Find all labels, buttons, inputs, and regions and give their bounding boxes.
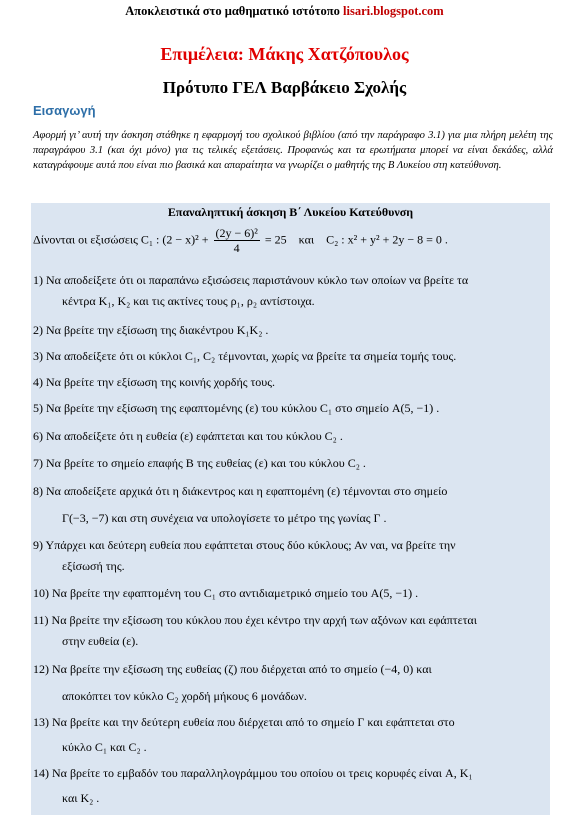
- site-link[interactable]: lisari.blogspot.com: [343, 4, 444, 18]
- question-2: [33, 320, 548, 341]
- question-line: 13) Να βρείτε και την δεύτερη ευθεία που διέρχεται από το σημείο Γ και εφάπτεται στο: [33, 715, 455, 729]
- given-prefix: Δίνονται οι εξισώσεις: [33, 232, 138, 247]
- question-7: [33, 453, 548, 474]
- question-line-continued: αποκόπτει τον κύκλο C₂ χορδή μήκους 6 μονάδων.: [62, 689, 307, 703]
- question-line-continued: και K₂ .: [62, 791, 100, 805]
- c1-fraction: [214, 226, 260, 255]
- circle-c1-right: = 25: [264, 232, 287, 247]
- c1-fraction-denominator: 4: [233, 241, 240, 255]
- question-line: 9) Υπάρχει και δεύτερη ευθεία που εφάπτεται στους δύο κύκλους; Αν ναι, να βρείτε την: [33, 538, 456, 552]
- school-title: Πρότυπο ΓΕΛ Βαρβάκειο Σχολής: [162, 78, 407, 97]
- question-13: [33, 712, 548, 758]
- question-6: [33, 426, 548, 447]
- intro-paragraph: Αφορμή γι’ αυτή την άσκηση στάθηκε η εφαρμογή του σχολικού βιβλίου (από την παράγραφο 3.1) για μια πλήρη μελέτη της παραγράφου 3.1 (και όχι μόνο) για τις τελικές εξετάσεις. Προφανώς και τα ερωτήματα μπορεί να είναι δεκάδες, αλλά καταγράφουμε αυτά που είναι πιο βασικά και απαραίτητα να γνωρίζει ο μαθητής της Β Λυκείου στη κατεύθυνση.: [33, 130, 553, 171]
- question-line: 2) Να βρείτε την εξίσωση της διακέντρου K₁K₂ .: [33, 323, 269, 337]
- question-5: [33, 398, 548, 419]
- exercise-title: Επαναληπτική άσκηση Β΄ Λυκείου Κατεύθυνση: [167, 205, 414, 219]
- given-equations: [33, 226, 548, 255]
- question-4: [33, 372, 548, 393]
- question-line-continued: κέντρα K₁, K₂ και τις ακτίνες τους ρ₁, ρ₂ αντίστοιχα.: [62, 294, 315, 308]
- question-12: [33, 659, 548, 707]
- question-line: 10) Να βρείτε την εφαπτομένη του C₁ στο αντιδιαμετρικό σημείο του A(5, −1) .: [33, 586, 419, 600]
- question-3: [33, 346, 548, 367]
- circle-c1-left: C₁ : (2 − x)² +: [140, 232, 209, 247]
- question-line: 3) Να αποδείξετε ότι οι κύκλοι C₁, C₂ τέμνονται, χωρίς να βρείτε τα σημεία τομής τους.: [33, 349, 457, 363]
- c1-fraction-numerator: (2y − 6)²: [215, 226, 258, 240]
- conjunction: και: [298, 232, 315, 247]
- question-line-continued: εξίσωσή της.: [62, 559, 125, 573]
- question-11: [33, 610, 548, 652]
- banner-prefix: Αποκλειστικά στο μαθηματικό ιστότοπο: [125, 4, 344, 18]
- question-line: 12) Να βρείτε την εξίσωση της ευθείας (ζ) που διέρχεται από το σημείο (−4, 0) και: [33, 662, 432, 676]
- question-8: [33, 481, 548, 529]
- question-14: [33, 763, 548, 809]
- question-line-continued: κύκλο C₁ και C₂ .: [62, 740, 147, 754]
- question-line: 6) Να αποδείξετε ότι η ευθεία (ε) εφάπτεται και του κύκλου C₂ .: [33, 429, 343, 443]
- question-1: [33, 270, 548, 312]
- intro-heading: Εισαγωγή: [33, 103, 96, 118]
- author-line: Επιμέλεια: Μάκης Χατζόπουλος: [160, 44, 409, 64]
- question-line: 5) Να βρείτε την εξίσωση της εφαπτομένης (ε) του κύκλου C₁ στο σημείο A(5, −1) .: [33, 401, 440, 415]
- question-line-continued: Γ(−3, −7) και στη συνέχεια να υπολογίσετε το μέτρο της γωνίας Γ .: [62, 511, 387, 525]
- question-line: 11) Να βρείτε την εξίσωση του κύκλου που έχει κέντρο την αρχή των αξόνων και εφάπτεται: [33, 613, 477, 627]
- circle-c2: C₂ : x² + y² + 2y − 8 = 0 .: [326, 232, 448, 247]
- question-line-continued: στην ευθεία (ε).: [62, 634, 139, 648]
- question-line: 1) Να αποδείξετε ότι οι παραπάνω εξισώσεις παριστάνουν κύκλο των οποίων να βρείτε τα: [33, 273, 469, 287]
- question-line: 4) Να βρείτε την εξίσωση της κοινής χορδής τους.: [33, 375, 275, 389]
- question-line: 14) Να βρείτε το εμβαδόν του παραλληλογράμμου του οποίου οι τρεις κορυφές είναι A, K₁: [33, 766, 473, 780]
- question-line: 7) Να βρείτε το σημείο επαφής Β της ευθείας (ε) και του κύκλου C₂ .: [33, 456, 366, 470]
- top-banner: [0, 4, 569, 19]
- question-10: [33, 583, 548, 604]
- question-line: 8) Να αποδείξετε αρχικά ότι η διάκεντρος και η εφαπτομένη (ε) τέμνονται στο σημείο: [33, 484, 448, 498]
- question-9: [33, 535, 548, 577]
